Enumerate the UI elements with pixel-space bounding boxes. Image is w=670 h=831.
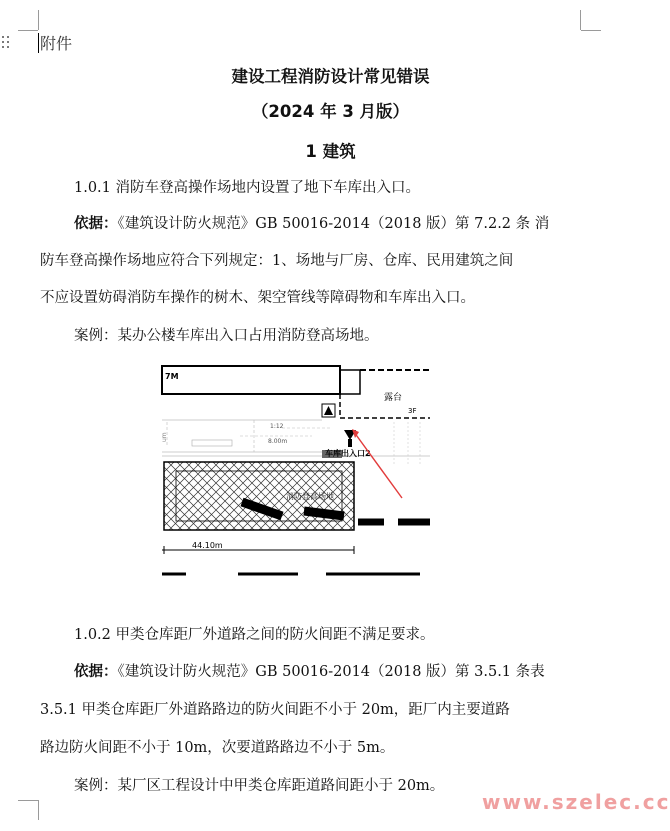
- example-text: 案例：某厂区工程设计中甲类仓库距道路间距小于 20m。: [74, 778, 445, 794]
- crop-mark: [38, 10, 39, 30]
- document-title: 建设工程消防设计常见错误: [231, 67, 430, 86]
- crop-mark: [18, 800, 38, 801]
- label-length: 8.00m: [268, 438, 288, 445]
- label-terrace: 露台: [384, 393, 403, 403]
- item-heading: 1.0.1 消防车登高操作场地内设置了地下车库出入口。: [74, 180, 421, 196]
- label-width: 44.10m: [192, 541, 223, 550]
- basis-text: 《建筑设计防火规范》GB 50016-2014（2018 版）第 3.5.1 条表: [117, 664, 545, 680]
- section-heading: 1 建筑: [305, 142, 356, 161]
- basis-text: 3.5.1 甲类仓库距厂外道路路边的防火间距不小于 20m，距厂内主要道路: [40, 702, 510, 718]
- site-plan-figure: [162, 366, 430, 578]
- basis-paragraph: [74, 212, 549, 233]
- item-heading: 1.0.2 甲类仓库距厂外道路之间的防火间距不满足要求。: [74, 627, 435, 643]
- example-text: 案例：某办公楼车库出入口占用消防登高场地。: [74, 328, 379, 344]
- crop-mark: [18, 30, 38, 31]
- label-slope: 1:12: [270, 423, 284, 430]
- crop-mark: [580, 10, 581, 30]
- label-garage-entrance: 车库出入口2: [325, 449, 371, 458]
- basis-label: 依据：: [74, 215, 118, 232]
- basis-text: 防车登高操作场地应符合下列规定：1、场地与厂房、仓库、民用建筑之间: [40, 253, 514, 269]
- document-edition: （2024 年 3 月版）: [251, 102, 410, 121]
- label-7m: 7M: [165, 372, 179, 381]
- drag-handle-icon[interactable]: [2, 36, 12, 50]
- text-cursor: [38, 33, 39, 53]
- crop-mark: [581, 30, 601, 31]
- basis-text: 《建筑设计防火规范》GB 50016-2014（2018 版）第 7.2.2 条 消: [117, 216, 550, 232]
- watermark: www.szelec.cc: [482, 790, 670, 814]
- basis-text: 路边防火间距不小于 10m，次要道路路边不小于 5m。: [40, 740, 395, 756]
- label-3f: 3F: [408, 407, 417, 415]
- attachment-label: 附件: [40, 34, 73, 53]
- label-um: um: [161, 432, 168, 442]
- crop-mark: [38, 800, 39, 820]
- label-fire-zone: 消防登高场地: [286, 492, 334, 501]
- basis-label: 依据：: [74, 663, 118, 680]
- basis-paragraph: [74, 660, 545, 681]
- basis-text: 不应设置妨碍消防车操作的树木、架空管线等障碍物和车库出入口。: [40, 290, 475, 306]
